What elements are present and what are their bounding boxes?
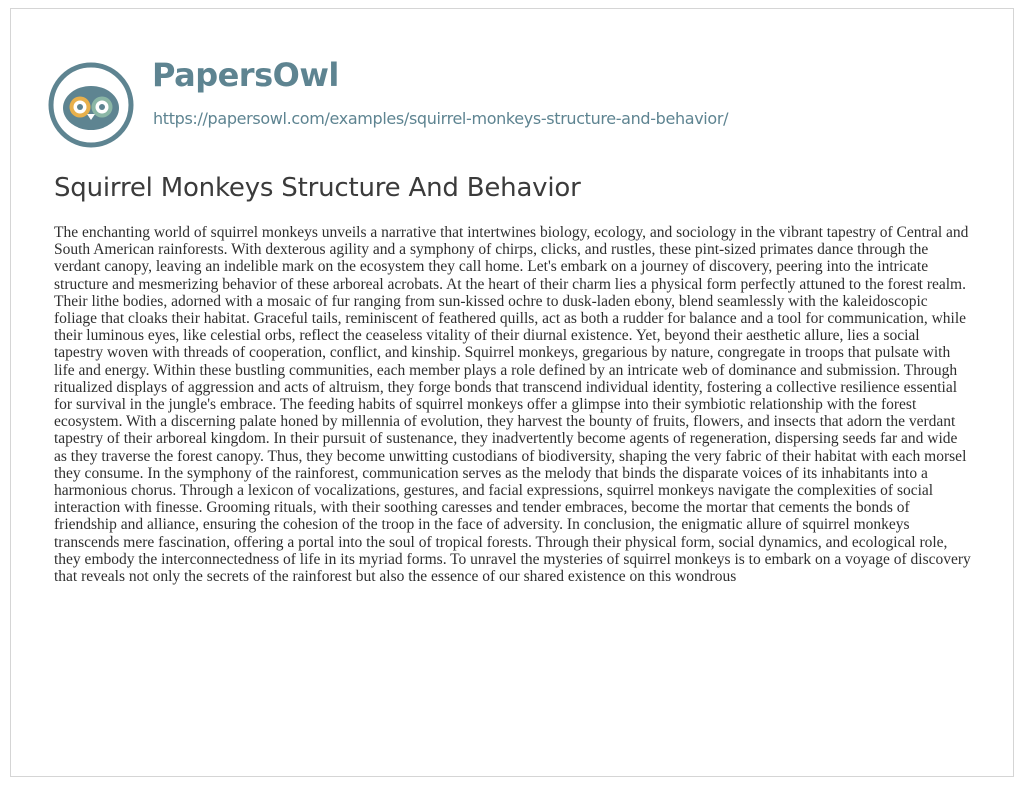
brand-name: PapersOwl	[152, 56, 339, 94]
document-title: Squirrel Monkeys Structure And Behavior	[54, 173, 581, 203]
source-url-link[interactable]: https://papersowl.com/examples/squirrel-monkeys-structure-and-behavior/	[153, 109, 729, 128]
page-header	[11, 9, 1013, 165]
document-frame	[10, 8, 1014, 777]
owl-logo-icon	[47, 61, 135, 149]
essay-body: The enchanting world of squirrel monkeys unveils a narrative that intertwines biology, ecology, and sociology in the vibrant tapestry of Central and South American rainforests. With dexterous agility and a symphony of chirps, clicks, and rustles, these pint-sized primates dance through the verdant canopy, leaving an indelible mark on the ecosystem they call home. Let's embark on a journey of discovery, peering into the intricate structure and mesmerizing behavior of these arboreal acrobats. At the heart of their charm lies a physical form perfectly attuned to the forest realm. Their lithe bodies, adorned with a mosaic of fur ranging from sun-kissed ochre to dusk-laden ebony, blend seamlessly with the kaleidoscopic foliage that cloaks their habitat. Graceful tails, reminiscent of feathered quills, act as both a rudder for balance and a tool for communication, while their luminous eyes, like celestial orbs, reflect the ceaseless vitality of their diurnal existence. Yet, beyond their aesthetic allure, lies a social tapestry woven with threads of cooperation, conflict, and kinship. Squirrel monkeys, gregarious by nature, congregate in troops that pulsate with life and energy. Within these bustling communities, each member plays a role defined by an intricate web of dominance and submission. Through ritualized displays of aggression and acts of altruism, they forge bonds that transcend individual identity, fostering a collective resilience essential for survival in the jungle's embrace. The feeding habits of squirrel monkeys offer a glimpse into their symbiotic relationship with the forest ecosystem. With a discerning palate honed by millennia of evolution, they harvest the bounty of fruits, flowers, and insects that adorn the verdant tapestry of their arboreal kingdom. In their pursuit of sustenance, they inadvertently become agents of regeneration, dispersing seeds far and wide as they traverse the forest canopy. Thus, they become unwitting custodians of biodiversity, shaping the very fabric of their habitat with each morsel they consume. In the symphony of the rainforest, communication serves as the melody that binds the disparate voices of its inhabitants into a harmonious chorus. Through a lexicon of vocalizations, gestures, and facial expressions, squirrel monkeys navigate the complexities of social interaction with finesse. Grooming rituals, with their soothing caresses and tender embraces, become the mortar that cements the bonds of friendship and alliance, ensuring the cohesion of the troop in the face of adversity. In conclusion, the enigmatic allure of squirrel monkeys transcends mere fascination, offering a portal into the soul of tropical forests. Through their physical form, social dynamics, and ecological role, they embody the interconnectedness of life in its myriad forms. To unravel the mysteries of squirrel monkeys is to embark on a voyage of discovery that reveals not only the secrets of the rainforest but also the essence of our shared existence on this wondrous	[54, 224, 971, 586]
